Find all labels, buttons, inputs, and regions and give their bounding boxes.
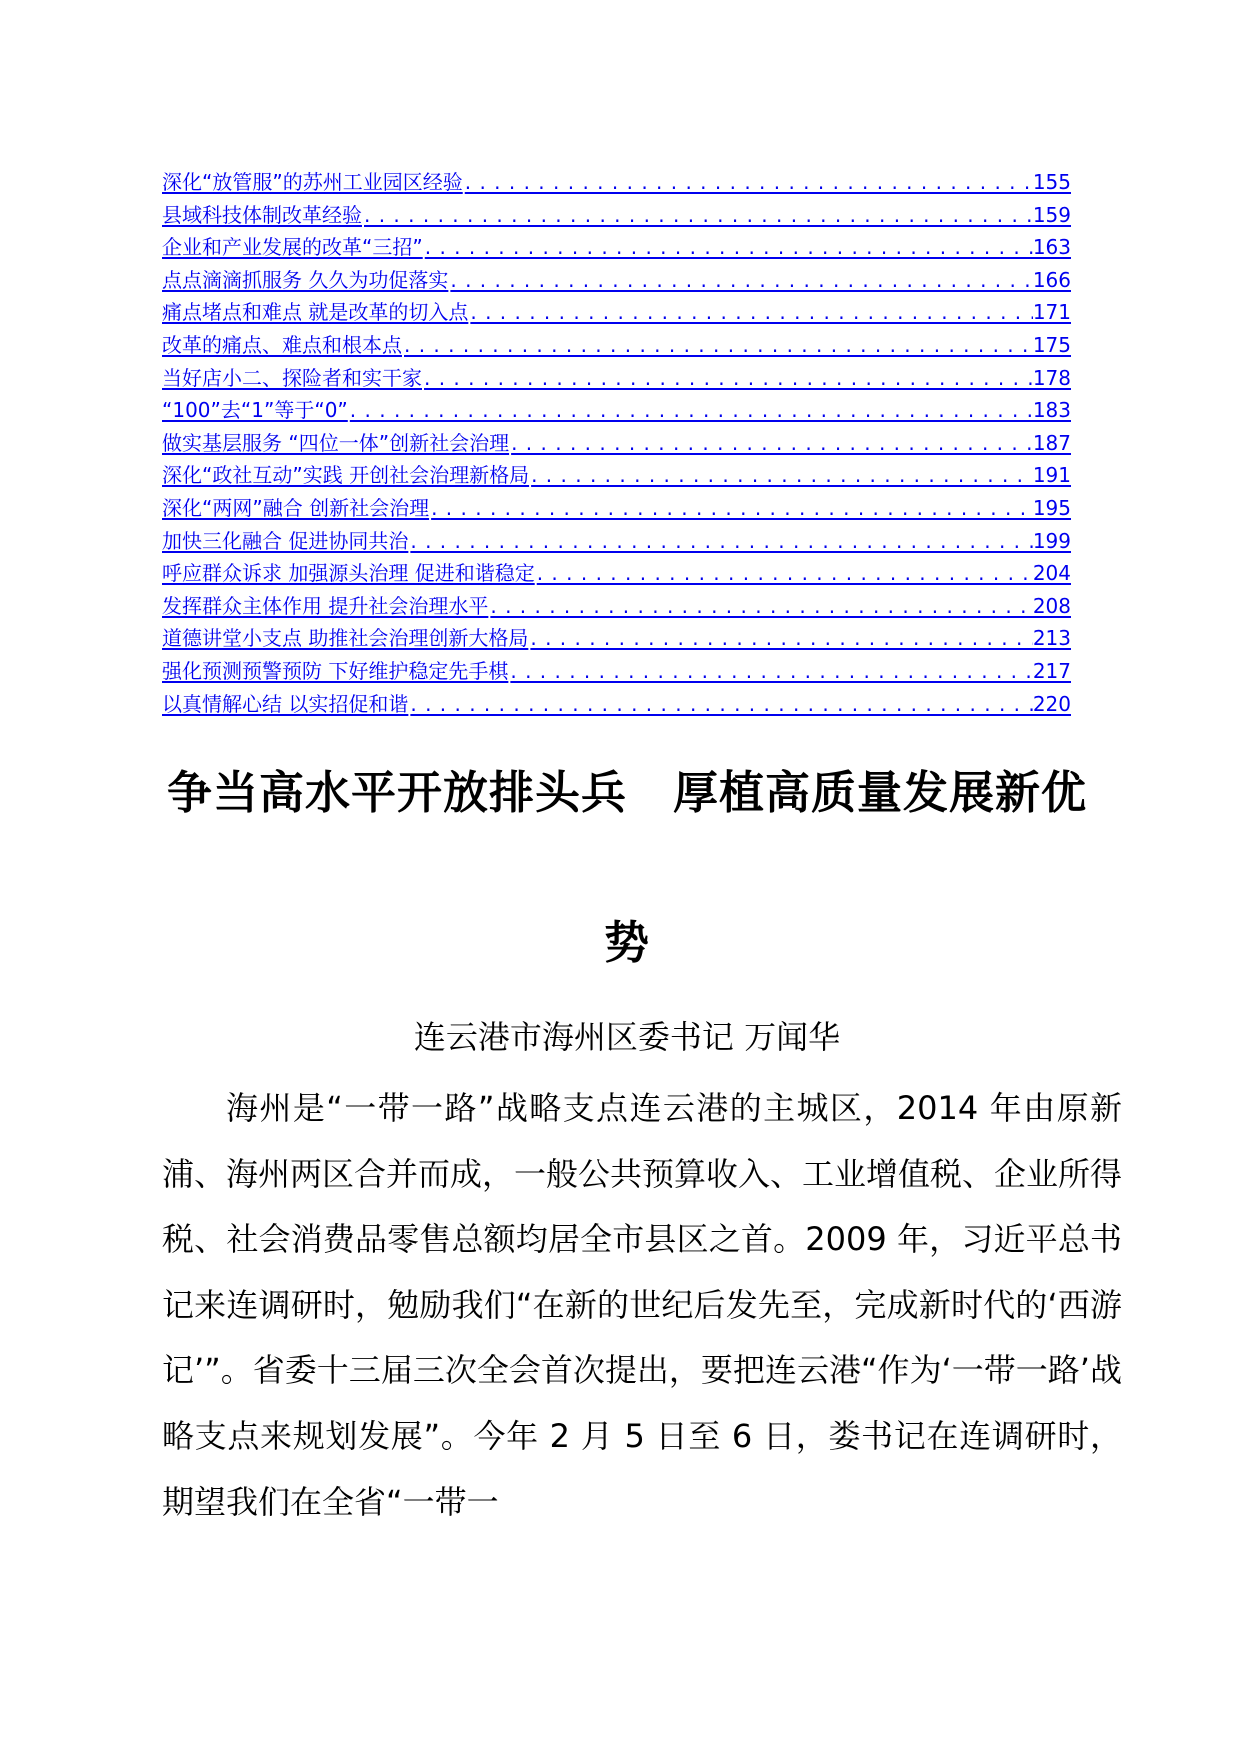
toc-entry-title[interactable]: 呼应群众诉求 加强源头治理 促进和谐稳定	[162, 561, 535, 586]
toc-entry-title[interactable]: 强化预测预警预防 下好维护稳定先手棋	[162, 658, 509, 683]
toc-dot-leader	[448, 264, 1032, 297]
toc-entry-title[interactable]: 当好店小二、探险者和实干家	[162, 365, 422, 390]
toc-dot-leader	[508, 655, 1032, 688]
toc-dot-leader	[423, 231, 1033, 264]
toc-entry-title[interactable]: 痛点堵点和难点 就是改革的切入点	[162, 300, 469, 325]
toc-dot-leader	[529, 459, 1033, 492]
toc-entry[interactable]	[162, 394, 1071, 427]
toc-entry[interactable]	[162, 688, 1071, 721]
toc-dot-leader	[509, 427, 1033, 460]
toc-dot-leader	[535, 557, 1033, 590]
toc-entry[interactable]	[162, 362, 1071, 395]
toc-entry-page[interactable]: 191	[1032, 463, 1071, 488]
table-of-contents	[162, 166, 1071, 720]
toc-entry-page[interactable]: 171	[1032, 300, 1071, 325]
toc-entry[interactable]	[162, 492, 1071, 525]
toc-entry-page[interactable]: 187	[1032, 430, 1071, 455]
toc-entry-title[interactable]: 企业和产业发展的改革“三招”	[162, 235, 423, 260]
article-paragraph: 海州是“一带一路”战略支点连云港的主城区，2014 年由原新浦、海州两区合并而成，一般公共预算收入、工业增值税、企业所得税、社会消费品零售总额均居全市县区之首。2009 年，习近平总书记来连调研时，勉励我们“在新的世纪后发先至，完成新时代的‘西游记’”。省委十三届三次全会首次提出，要把连云港“作为‘一带一路’战略支点来规划发展”。今年 2 月 5 日至 6 日，娄书记在连调研时，期望我们在全省“一带一	[162, 1089, 1123, 1521]
toc-entry-page[interactable]: 175	[1032, 332, 1071, 357]
toc-entry-page[interactable]: 208	[1032, 593, 1071, 618]
toc-entry-title[interactable]: 做实基层服务 “四位一体”创新社会治理	[162, 430, 510, 455]
toc-dot-leader	[408, 525, 1032, 558]
toc-entry-title[interactable]: 加快三化融合 促进协同共治	[162, 528, 409, 553]
toc-entry-page[interactable]: 159	[1032, 202, 1071, 227]
toc-dot-leader	[488, 590, 1032, 623]
toc-dot-leader	[422, 362, 1033, 395]
toc-dot-leader	[348, 394, 1033, 427]
toc-entry-page[interactable]: 178	[1032, 365, 1071, 390]
toc-entry-page[interactable]: 217	[1032, 658, 1071, 683]
toc-entry-title[interactable]: 改革的痛点、难点和根本点	[162, 332, 402, 357]
toc-entry-title[interactable]: 县域科技体制改革经验	[162, 202, 362, 227]
toc-dot-leader	[429, 492, 1033, 525]
article-author: 连云港市海州区委书记 万闻华	[413, 1018, 841, 1056]
toc-entry-page[interactable]: 163	[1032, 235, 1071, 260]
toc-entry-title[interactable]: 点点滴滴抓服务 久久为功促落实	[162, 267, 449, 292]
toc-entry[interactable]	[162, 199, 1071, 232]
toc-entry-page[interactable]: 183	[1032, 398, 1071, 423]
toc-entry-title[interactable]: 深化“两网”融合 创新社会治理	[162, 495, 430, 520]
toc-entry[interactable]	[162, 655, 1071, 688]
toc-entry-page[interactable]: 213	[1032, 626, 1071, 651]
toc-dot-leader	[463, 166, 1033, 199]
toc-entry-title[interactable]: 以真情解心结 以实招促和谐	[162, 691, 409, 716]
toc-entry-title[interactable]: “100”去“1”等于“0”	[162, 398, 348, 423]
toc-entry[interactable]	[162, 427, 1071, 460]
toc-dot-leader	[468, 296, 1032, 329]
toc-entry[interactable]	[162, 622, 1071, 655]
toc-entry-page[interactable]: 166	[1032, 267, 1071, 292]
toc-entry-page[interactable]: 220	[1032, 691, 1071, 716]
toc-entry[interactable]	[162, 590, 1071, 623]
toc-dot-leader	[408, 688, 1032, 721]
toc-entry[interactable]	[162, 459, 1071, 492]
toc-dot-leader	[402, 329, 1033, 362]
article-title: 争当高水平开放排头兵 厚植高质量发展新优势	[166, 766, 1087, 969]
toc-entry[interactable]	[162, 264, 1071, 297]
toc-entry-page[interactable]: 195	[1032, 495, 1071, 520]
toc-entry[interactable]	[162, 525, 1071, 558]
toc-entry-page[interactable]: 155	[1032, 170, 1071, 194]
toc-entry-page[interactable]: 199	[1032, 528, 1071, 553]
toc-entry-title[interactable]: 深化“政社互动”实践 开创社会治理新格局	[162, 463, 530, 488]
toc-entry-title[interactable]: 道德讲堂小支点 助推社会治理创新大格局	[162, 626, 529, 651]
toc-entry[interactable]	[162, 231, 1071, 264]
toc-dot-leader	[362, 199, 1033, 232]
toc-entry[interactable]	[162, 296, 1071, 329]
toc-entry-title[interactable]: 发挥群众主体作用 提升社会治理水平	[162, 593, 489, 618]
toc-entry[interactable]	[162, 557, 1071, 590]
toc-entry-page[interactable]: 204	[1032, 561, 1071, 586]
toc-dot-leader	[528, 622, 1032, 655]
toc-entry[interactable]	[162, 329, 1071, 362]
toc-entry-title[interactable]: 深化“放管服”的苏州工业园区经验	[162, 170, 463, 194]
toc-entry[interactable]	[162, 166, 1071, 199]
